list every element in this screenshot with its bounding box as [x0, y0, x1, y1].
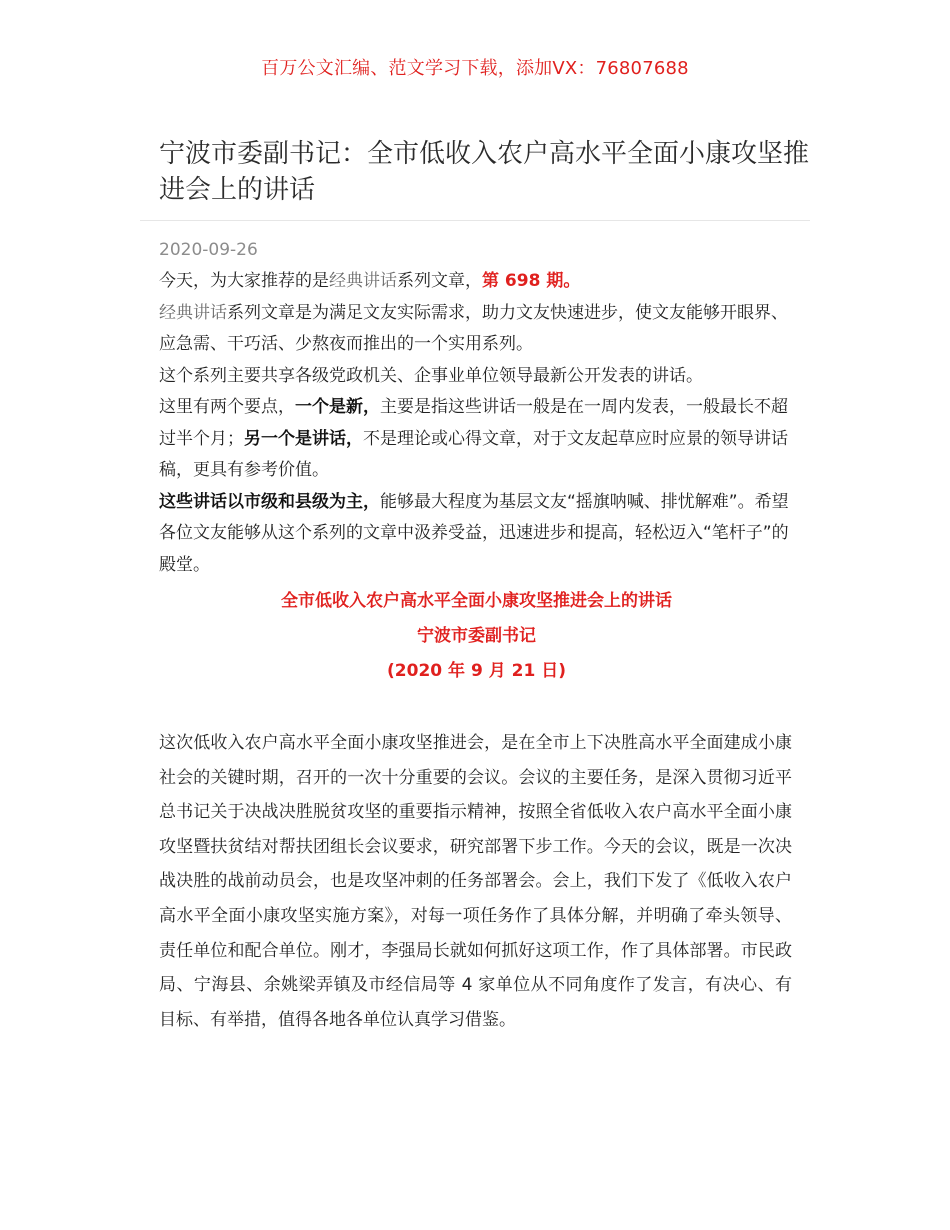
key-point-new: 一个是新， — [295, 397, 380, 417]
intro-line-3: 这个系列主要共享各级党政机关、企事业单位领导最新公开发表的讲话。 — [159, 365, 703, 386]
series-name: 经典讲话 — [159, 302, 227, 323]
speech-paragraph: 这次低收入农户高水平全面小康攻坚推进会，是在全市上下决胜高水平全面建成小康社会的关键时期，召开的一次十分重要的会议。会议的主要任务，是深入贯彻习近平总书记关于决战决胜脱贫攻坚的重要指示精神，按照全省低收入农户高水平全面小康攻坚暨扶贫结对帮扶团组长会议要求，研究部署下步工作。今天的会议，既是一次决战决胜的战前动员会，也是攻坚冲刺的任务部署会。会上，我们下发了《低收入农户高水平全面小康攻坚实施方案》，对每一项任务作了具体分解，并明确了牵头领导、责任单位和配合单位。刚才，李强局长就如何抓好这项工作，作了具体部署。市民政局、宁海县、余姚梁弄镇及市经信局等 4 家单位从不同角度作了发言，有决心、有目标、有举措，值得各地各单位认真学习借鉴。 — [159, 733, 792, 1030]
intro-text: 系列文章， — [397, 271, 482, 291]
intro-line-4 — [159, 392, 794, 487]
intro-text: 今天，为大家推荐的是 — [159, 271, 329, 291]
title-divider — [140, 220, 810, 221]
intro-line-1 — [159, 266, 794, 298]
key-point-speech: 另一个是讲话， — [244, 428, 363, 449]
intro-text: 能够最大程度为基层文友“摇旗呐喊、排忧解难”。希望各位文友能够从这个系列的文章中汲养受益，迅速进步和提高，轻松迈入“笔杆子”的殿堂。 — [159, 491, 789, 575]
intro-line-2 — [159, 298, 794, 361]
promo-banner: 百万公文汇编、范文学习下载，添加VX：76807688 — [261, 58, 689, 79]
speech-date: (2020 年 9 月 21 日) — [387, 661, 566, 681]
intro-text: 这里有两个要点， — [159, 397, 295, 417]
speech-heading: 全市低收入农户高水平全面小康攻坚推进会上的讲话 — [281, 591, 672, 611]
intro-line-5 — [159, 487, 794, 582]
intro-text: 不是理论或心得文章，对于文友起草应时应景的领导讲话稿，更具有参考价值。 — [159, 428, 788, 480]
article-title: 宁波市委副书记：全市低收入农户高水平全面小康攻坚推进会上的讲话 — [159, 139, 810, 205]
speech-speaker: 宁波市委副书记 — [417, 626, 536, 646]
intro-text: 主要是指这些讲话一般是在一周内发表，一般最长不超过半个月； — [159, 397, 788, 449]
series-name: 经典讲话 — [329, 271, 397, 291]
series-intro — [159, 266, 794, 581]
key-point-level: 这些讲话以市级和县级为主， — [159, 491, 380, 512]
intro-text: 系列文章是为满足文友实际需求，助力文友快速进步，使文友能够开眼界、应急需、干巧活、少熬夜而推出的一个实用系列。 — [159, 302, 788, 354]
issue-number: 第 698 期。 — [482, 271, 581, 291]
publish-date: 2020-09-26 — [159, 240, 258, 260]
